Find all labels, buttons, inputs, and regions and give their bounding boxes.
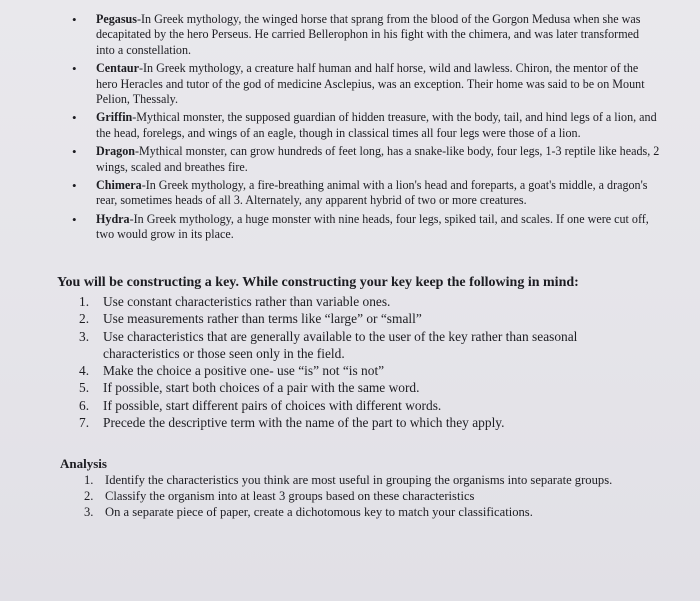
list-item [60, 472, 620, 488]
list-item [60, 144, 660, 175]
creature-description: -In Greek mythology, the winged horse that sprang from the blood of the Gorgon Medusa when she was decapitated by the hero Perseus. He carried Bellerophon in his fight with the chimera, and was later transformed into a constellation. [96, 12, 641, 57]
rule-text: Use characteristics that are generally available to the user of the key rather than seasonal characteristics or those seen only in the field. [103, 328, 578, 361]
list-item [57, 414, 657, 431]
analysis-list [60, 472, 620, 520]
list-item [57, 293, 657, 310]
rule-text: Use constant characteristics rather than variable ones. [103, 294, 391, 309]
list-item [60, 12, 660, 58]
bullet-icon: • [72, 211, 77, 227]
rule-number: 1. [79, 294, 90, 309]
rule-number: 5. [79, 380, 90, 396]
list-item [60, 504, 620, 520]
creature-term: Griffin [96, 110, 133, 125]
analysis-number: 1. [84, 473, 94, 487]
key-instructions [57, 274, 657, 431]
analysis-section [60, 456, 620, 520]
bullet-icon: • [72, 110, 77, 126]
creature-description: -In Greek mythology, a creature half human and half horse, wild and lawless. Chiron, the mentor of the hero Heracles and tutor of the god of medicine Asclepius, was an exception. Their home was said to be on Mount Pelion, Thessaly. [96, 61, 645, 107]
analysis-text: On a separate piece of paper, create a dichotomous key to match your classifications. [105, 505, 533, 519]
analysis-text: Classify the organism into at least 3 groups based on these characteristics [105, 489, 475, 503]
creature-term: Chimera [96, 178, 142, 193]
list-item [60, 61, 660, 107]
list-item [57, 362, 657, 379]
bullet-icon: • [72, 144, 77, 160]
analysis-heading: Analysis [60, 456, 107, 471]
rule-text: If possible, start both choices of a pair with the same word. [103, 380, 420, 396]
bullet-icon: • [72, 12, 77, 27]
list-item [57, 397, 657, 414]
analysis-number: 2. [84, 489, 94, 503]
creature-term: Centaur [96, 61, 139, 76]
creature-description: -Mythical monster, the supposed guardian of hidden treasure, with the body, tail, and hind legs of a lion, and the head, forelegs, and wings of an eagle, though in classical times all four legs were those of a lion. [96, 110, 657, 140]
list-item [57, 310, 657, 327]
list-item [57, 328, 657, 363]
list-item [60, 178, 660, 209]
list-item [57, 379, 657, 396]
rule-number: 6. [79, 397, 90, 413]
rule-text: Make the choice a positive one- use “is” not “is not” [103, 363, 385, 379]
bullet-icon: • [72, 61, 77, 77]
creature-description: -In Greek mythology, a fire-breathing animal with a lion's head and foreparts, a goat's middle, a dragon's rear, sometimes heads of all 3. Alternately, any apparent hybrid of two or more creatures. [96, 178, 648, 208]
key-rules-list [57, 293, 657, 431]
rule-number: 7. [79, 415, 90, 431]
list-item [60, 212, 660, 243]
creature-term: Dragon [96, 144, 135, 159]
rule-number: 4. [79, 363, 90, 379]
analysis-number: 3. [84, 505, 94, 519]
list-item [60, 488, 620, 504]
creature-list [60, 12, 660, 246]
bullet-icon: • [72, 178, 77, 194]
creature-term: Hydra [96, 211, 130, 226]
analysis-text: Identify the characteristics you think are most useful in grouping the organisms into separate groups. [105, 473, 613, 487]
creature-term: Pegasus [96, 12, 137, 26]
rule-number: 3. [79, 328, 90, 344]
rule-text: Use measurements rather than terms like “large” or “small” [103, 311, 422, 327]
rule-number: 2. [79, 311, 90, 327]
list-item [60, 110, 660, 141]
creature-description: -Mythical monster, can grow hundreds of feet long, has a snake-like body, four legs, 1-3 reptile like heads, 2 wings, scaled and breathes fire. [96, 144, 660, 174]
creature-description: -In Greek mythology, a huge monster with nine heads, four legs, spiked tail, and scales. If one were cut off, two would grow in its place. [96, 211, 649, 242]
key-heading: You will be constructing a key. While constructing your key keep the following in mind: [57, 275, 579, 290]
rule-text: Precede the descriptive term with the name of the part to which they apply. [103, 415, 505, 431]
rule-text: If possible, start different pairs of choices with different words. [103, 397, 442, 413]
